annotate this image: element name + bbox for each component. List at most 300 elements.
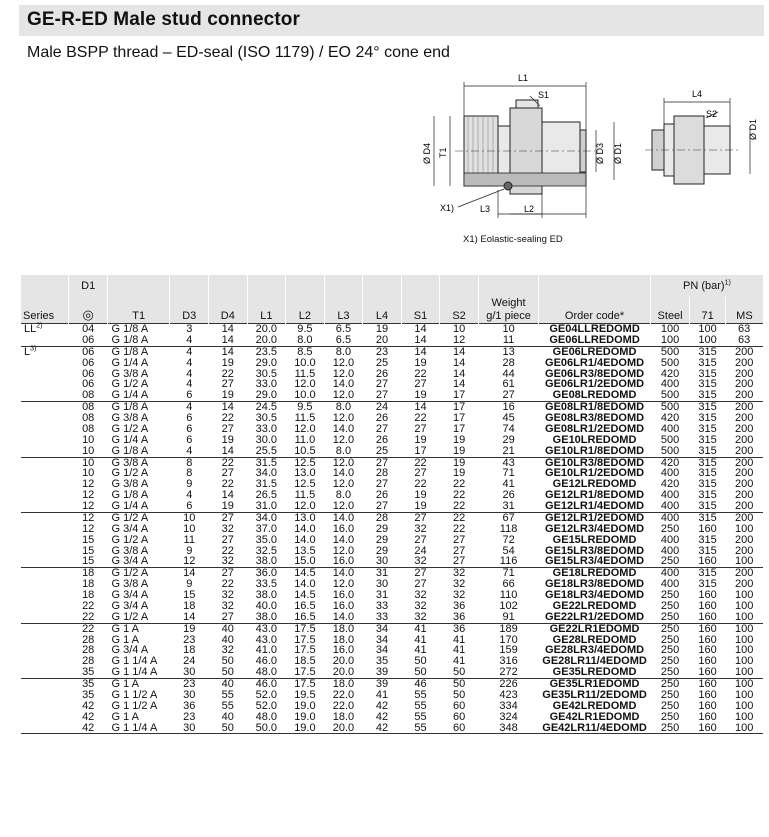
table-cell: 26.5	[255, 489, 278, 502]
table-cell: 22	[82, 599, 95, 612]
table-cell: 200	[734, 389, 754, 402]
label-t1: T1	[438, 147, 448, 158]
series-cell	[21, 656, 69, 667]
table-cell: 420	[660, 412, 680, 424]
table-cell: 46.0	[255, 655, 278, 668]
table-cell: 315	[690, 512, 725, 523]
table-cell: G 1/2 A	[111, 422, 149, 435]
table-cell: 4	[186, 333, 193, 346]
table-cell: G 3/4 A	[111, 644, 149, 657]
table-cell: 200	[725, 568, 763, 579]
table-cell: 4	[186, 356, 193, 369]
table-cell: 12.0	[324, 457, 363, 468]
table-cell: 19	[363, 324, 402, 335]
table-cell: 400	[660, 422, 680, 435]
table-cell: 33	[375, 599, 389, 612]
table-cell: 41	[502, 478, 515, 491]
series-cell	[21, 501, 69, 512]
table-cell: 16.0	[332, 599, 355, 612]
table-cell: 29.0	[255, 389, 278, 402]
table-cell: 4	[170, 402, 209, 413]
table-row	[21, 712, 763, 723]
series-cell	[21, 457, 69, 468]
table-cell: 06	[82, 378, 95, 391]
table-cell: 30	[183, 666, 196, 679]
hdr-d1: D1	[69, 275, 108, 297]
table-cell: 19	[221, 433, 234, 446]
table-row	[21, 346, 763, 357]
hdr-order: Order code*	[539, 297, 651, 324]
table-cell: 100	[734, 710, 754, 723]
table-cell: 400	[660, 578, 680, 591]
table-cell: 39	[363, 679, 402, 690]
table-cell: 29	[375, 544, 389, 557]
table-cell: 30.0	[255, 433, 278, 446]
table-cell: 200	[734, 412, 754, 424]
table-cell: 35	[375, 655, 389, 668]
table-cell: 423	[499, 688, 518, 701]
table-cell: 160	[698, 633, 717, 646]
table-cell: 14	[209, 402, 248, 413]
table-cell: 25	[375, 356, 389, 369]
table-cell: GE35LR1EDOMD	[539, 679, 651, 690]
hdr-l3: L3	[324, 297, 363, 324]
table-cell: 31	[502, 500, 515, 512]
table-cell: 14	[414, 333, 427, 346]
table-cell: 29	[502, 433, 515, 446]
table-cell: G 1 A	[111, 633, 139, 646]
table-cell: 17	[414, 444, 427, 457]
table-cell: 31.5	[255, 478, 278, 491]
series-cell	[21, 590, 69, 601]
table-cell: 14.0	[332, 533, 355, 546]
table-cell: 29	[375, 522, 389, 535]
table-cell: 250	[660, 699, 680, 712]
table-cell: 16.0	[332, 522, 355, 535]
series-cell	[21, 512, 69, 523]
table-cell: 160	[698, 710, 717, 723]
table-cell: 200	[725, 457, 763, 468]
table-cell: 33.0	[255, 378, 278, 391]
table-cell: 200	[734, 467, 754, 480]
table-cell: 34	[363, 623, 402, 634]
series-cell	[21, 635, 69, 646]
page-subtitle: Male BSPP thread – ED-seal (ISO 1179) / EO 24° cone end	[27, 44, 450, 61]
table-cell: 22	[209, 457, 248, 468]
series-cell	[21, 390, 69, 401]
table-cell: 250	[650, 623, 690, 634]
table-cell: 25	[375, 444, 389, 457]
table-cell: 27	[414, 578, 427, 591]
hdr-s1: S1	[401, 297, 440, 324]
table-cell: 48.0	[255, 666, 278, 679]
table-cell: 24	[414, 544, 427, 557]
hdr-steel: Steel	[650, 297, 690, 324]
table-cell: 12.0	[332, 433, 355, 446]
table-cell: 26	[375, 367, 389, 380]
table-cell: 315	[698, 500, 717, 512]
table-cell: 22	[452, 500, 466, 512]
series-cell	[21, 413, 69, 424]
table-cell: G 1 A	[111, 710, 139, 723]
table-cell: 315	[698, 478, 717, 491]
table-cell: GE06LR1/2EDOMD	[545, 378, 645, 391]
table-cell: G 1 1/4 A	[111, 655, 158, 668]
series-cell	[21, 701, 69, 712]
table-cell: 400	[660, 489, 680, 502]
table-cell: 100	[734, 610, 754, 623]
table-cell: 100	[734, 599, 754, 612]
table-cell: G 1/4 A	[111, 433, 149, 446]
table-cell: 14.0	[332, 378, 355, 391]
table-cell: 9	[186, 544, 193, 557]
table-cell: 22	[452, 478, 466, 491]
table-cell: 14	[452, 356, 466, 369]
table-cell: 160	[698, 522, 717, 535]
table-cell: 226	[478, 679, 538, 690]
table-cell: 19.0	[286, 723, 325, 734]
table-cell: 71	[478, 568, 538, 579]
table-cell: 28	[82, 644, 95, 657]
table-cell: 19.5	[294, 688, 316, 701]
table-cell: 26	[375, 489, 389, 502]
table-cell: GE22LREDOMD	[552, 599, 637, 612]
table-cell: 315	[698, 578, 717, 591]
table-cell: 14	[170, 568, 209, 579]
table-cell: GE06LR1/4EDOMD	[545, 356, 645, 369]
hdr-d1-icon	[69, 297, 108, 324]
table-cell: GE12LR1/8EDOMD	[545, 489, 645, 502]
table-cell: 6	[186, 422, 193, 435]
table-cell: 42	[375, 699, 389, 712]
table-row	[21, 501, 763, 512]
table-cell: G 1/8 A	[107, 402, 170, 413]
table-cell: GE12LR1/4EDOMD	[545, 500, 645, 512]
label-l2: L2	[524, 204, 535, 214]
table-cell: 27	[209, 512, 248, 523]
table-cell: 315	[690, 568, 725, 579]
table-cell: 10	[183, 522, 196, 535]
table-cell: GE28LREDOMD	[552, 633, 637, 646]
spec-table	[21, 275, 763, 734]
table-cell: G 1/8 A	[111, 444, 149, 457]
table-cell: 34.0	[255, 467, 278, 480]
table-cell: 32	[221, 644, 234, 657]
table-cell: 400	[650, 512, 690, 523]
table-cell: 400	[660, 533, 680, 546]
table-cell: 159	[499, 644, 518, 657]
table-cell: 21	[502, 444, 515, 457]
table-cell: 400	[660, 467, 680, 480]
table-cell: 100	[734, 699, 754, 712]
table-cell: 160	[690, 723, 725, 734]
table-cell: 39	[375, 666, 389, 679]
table-cell: 19	[440, 457, 479, 468]
table-cell: 22	[414, 478, 427, 491]
table-cell: 315	[698, 412, 717, 424]
table-cell: 14	[221, 489, 234, 502]
table-cell: 17	[452, 422, 466, 435]
table-cell: 12	[452, 333, 466, 346]
table-cell: 23	[183, 710, 196, 723]
table-cell: 17.5	[294, 633, 316, 646]
table-cell: 50	[452, 666, 466, 679]
table-cell: 10	[440, 324, 479, 335]
table-cell: 160	[698, 699, 717, 712]
table-cell: 100	[734, 644, 754, 657]
table-row	[21, 623, 763, 634]
table-cell: 14	[221, 444, 234, 457]
table-cell: 200	[734, 544, 754, 557]
table-cell: 36	[440, 623, 479, 634]
table-cell: 32	[221, 599, 234, 612]
table-cell: 30.5	[255, 367, 278, 380]
table-cell: 10.5	[294, 444, 316, 457]
table-cell: 27	[221, 378, 234, 391]
table-cell: 29.0	[255, 356, 278, 369]
table-cell: 27	[401, 512, 440, 523]
hdr-weight: Weight g/1 piece	[478, 297, 538, 324]
table-cell: 12.0	[332, 412, 355, 424]
table-cell: 324	[499, 710, 518, 723]
table-cell: 22	[414, 412, 427, 424]
table-cell: 27	[375, 422, 389, 435]
table-cell: GE04LLREDOMD	[539, 324, 651, 335]
table-cell: 4	[186, 367, 193, 380]
series-cell	[21, 612, 69, 623]
table-cell: 10.0	[294, 356, 316, 369]
table-cell: 200	[734, 433, 754, 446]
table-row	[21, 435, 763, 446]
spec-body	[21, 324, 763, 734]
table-cell: 250	[660, 710, 680, 723]
table-cell: G 1/2 A	[107, 568, 170, 579]
table-cell: 32.5	[255, 544, 278, 557]
table-cell: 22	[82, 610, 95, 623]
table-cell: 500	[660, 389, 680, 402]
table-cell: 31.0	[255, 500, 278, 512]
hdr-ms: MS	[725, 297, 763, 324]
table-cell: 29	[375, 533, 389, 546]
table-cell: 12.0	[332, 578, 355, 591]
table-cell: 32	[452, 578, 466, 591]
table-cell: 28	[82, 633, 95, 646]
table-row	[21, 723, 763, 734]
table-cell: 315	[698, 544, 717, 557]
table-cell: 22	[401, 457, 440, 468]
table-cell: 40.0	[255, 599, 278, 612]
series-cell	[21, 358, 69, 369]
table-cell: 116	[499, 555, 518, 568]
table-cell: 27	[363, 457, 402, 468]
series-cell	[21, 524, 69, 535]
hdr-l2: L2	[286, 297, 325, 324]
series-cell	[21, 556, 69, 567]
series-cell	[21, 568, 69, 579]
table-cell: 41	[401, 623, 440, 634]
table-cell: GE15LR3/4EDOMD	[545, 555, 645, 568]
table-cell: 72	[502, 533, 515, 546]
table-cell: 14.0	[332, 467, 355, 480]
table-cell: 40	[221, 710, 234, 723]
table-cell: 11.5	[294, 412, 316, 424]
table-cell: 160	[690, 623, 725, 634]
table-cell: 16.5	[294, 599, 316, 612]
table-cell: G 1/4 A	[111, 356, 149, 369]
table-cell: 14.0	[294, 522, 316, 535]
label-l4: L4	[692, 89, 703, 99]
table-cell: 30	[375, 578, 389, 591]
table-cell: 348	[478, 723, 538, 734]
series-cell	[21, 379, 69, 390]
table-cell: GE42LR1EDOMD	[549, 710, 640, 723]
table-cell: 100	[650, 324, 690, 335]
table-cell: 08	[82, 389, 95, 402]
table-cell: 500	[660, 444, 680, 457]
table-cell: 8.0	[324, 346, 363, 357]
table-cell: 16.0	[332, 555, 355, 568]
table-cell: 8.5	[286, 346, 325, 357]
table-cell: 06	[82, 333, 95, 346]
table-cell: 32	[221, 522, 234, 535]
table-cell: GE28LR11/4EDOMD	[542, 655, 647, 668]
table-cell: 160	[698, 644, 717, 657]
table-cell: 27	[375, 389, 389, 402]
table-cell: 19	[221, 389, 234, 402]
table-cell: 12.5	[286, 457, 325, 468]
series-cell	[21, 579, 69, 590]
table-row	[21, 358, 763, 369]
table-cell: GE10LREDOMD	[552, 433, 637, 446]
table-cell: 18.5	[294, 655, 316, 668]
table-cell: 315	[690, 346, 725, 357]
table-cell: 50	[414, 655, 427, 668]
table-cell: 50	[452, 688, 466, 701]
table-cell: 45	[502, 412, 515, 424]
table-cell: 11.0	[294, 433, 316, 446]
table-cell: 20.0	[332, 655, 355, 668]
table-row	[21, 335, 763, 346]
table-cell: 315	[698, 389, 717, 402]
table-cell: G 1/2 A	[111, 378, 149, 391]
table-cell: 52.0	[255, 699, 278, 712]
table-cell: 23	[363, 346, 402, 357]
series-cell	[21, 723, 69, 734]
table-cell: 18.0	[332, 633, 355, 646]
table-cell: 23.5	[247, 346, 286, 357]
table-cell: 42	[363, 723, 402, 734]
table-cell: 170	[499, 633, 518, 646]
table-cell: 50	[440, 679, 479, 690]
table-cell: 31	[363, 568, 402, 579]
table-cell: 50	[221, 655, 234, 668]
table-cell: 200	[734, 444, 754, 457]
table-cell: 66	[502, 578, 515, 591]
series-cell	[21, 446, 69, 457]
table-cell: 15	[183, 589, 196, 601]
table-cell: 100	[734, 655, 754, 668]
table-cell: 9.5	[286, 402, 325, 413]
table-cell: 14.0	[294, 578, 316, 591]
table-cell: 19	[452, 467, 466, 480]
table-cell: 11.5	[294, 489, 316, 502]
drawing-caption: X1) Eolastic-sealing ED	[463, 234, 563, 245]
table-cell: 250	[660, 655, 680, 668]
table-cell: GE06LR3/8EDOMD	[545, 367, 645, 380]
table-cell: 315	[690, 402, 725, 413]
table-cell: 12.5	[294, 478, 316, 491]
table-cell: 32	[452, 589, 466, 601]
table-cell: 17	[440, 402, 479, 413]
table-cell: 316	[499, 655, 518, 668]
table-cell: 10	[82, 467, 95, 480]
table-cell: 16.0	[332, 589, 355, 601]
table-cell: 63	[738, 333, 751, 346]
table-cell: 44	[502, 367, 515, 380]
table-cell: 13.0	[294, 467, 316, 480]
table-cell: 13.5	[294, 544, 316, 557]
table-cell: 27	[502, 389, 515, 402]
table-cell: 35.0	[255, 533, 278, 546]
table-cell: 28	[82, 655, 95, 668]
label-l1: L1	[518, 73, 529, 83]
hdr-l4: L4	[363, 297, 402, 324]
table-cell: 250	[650, 679, 690, 690]
table-cell: GE22LR1/2EDOMD	[545, 610, 645, 623]
table-row	[21, 667, 763, 678]
table-cell: 50	[221, 666, 234, 679]
series-cell	[21, 601, 69, 612]
table-cell: 200	[725, 346, 763, 357]
table-cell: GE08LR1/2EDOMD	[545, 422, 645, 435]
table-cell: 12.0	[294, 378, 316, 391]
table-cell: 250	[660, 610, 680, 623]
hdr-s2: S2	[440, 297, 479, 324]
table-cell: 22	[452, 522, 466, 535]
table-cell: G 3/4 A	[111, 589, 149, 601]
table-cell: 12.0	[332, 356, 355, 369]
label-d1: Ø D1	[613, 142, 623, 164]
table-cell: 200	[734, 533, 754, 546]
table-cell: 32	[221, 589, 234, 601]
table-cell: 08	[69, 402, 108, 413]
table-cell: 250	[660, 666, 680, 679]
table-cell: 160	[698, 599, 717, 612]
table-cell: 23	[183, 633, 196, 646]
table-cell: 11	[502, 333, 515, 346]
title-bar	[19, 5, 764, 36]
table-cell: 19	[414, 433, 427, 446]
table-cell: 200	[734, 489, 754, 502]
table-cell: 6	[186, 412, 193, 424]
table-cell: 14	[401, 324, 440, 335]
table-row	[21, 524, 763, 535]
table-cell: 100	[734, 633, 754, 646]
table-cell: 17.5	[286, 623, 325, 634]
table-cell: 160	[690, 679, 725, 690]
table-cell: 250	[660, 589, 680, 601]
table-cell: 200	[734, 422, 754, 435]
table-cell: 50	[414, 666, 427, 679]
table-cell: 43	[478, 457, 538, 468]
table-cell: GE15LR3/8EDOMD	[545, 544, 645, 557]
table-cell: 315	[698, 433, 717, 446]
table-cell: 18	[69, 568, 108, 579]
table-cell: 12.0	[294, 500, 316, 512]
table-cell: GE15LREDOMD	[552, 533, 637, 546]
table-cell: 20.0	[255, 333, 278, 346]
hdr-d4: D4	[209, 297, 248, 324]
